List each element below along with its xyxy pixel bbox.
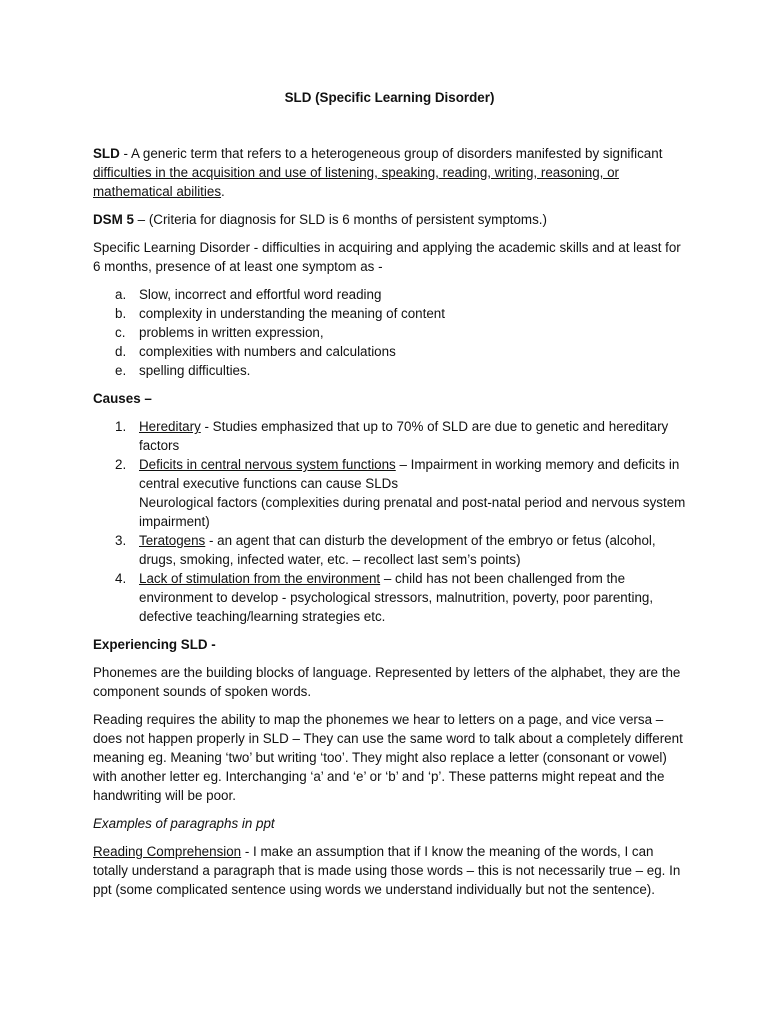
list-item	[93, 531, 688, 569]
causes-list	[93, 417, 688, 626]
page-title: SLD (Specific Learning Disorder)	[284, 90, 495, 105]
cause-text: - an agent that can disturb the development of the embryo or fetus (alcohol, drugs, smoking, infected water, etc. – recollect last sem’s points)	[139, 533, 656, 567]
sld-paragraph: Specific Learning Disorder - difficulties in acquiring and applying the academic skills and at least for 6 months, presence of at least one symptom as -	[93, 240, 681, 274]
cause-extra-text: Neurological factors (complexities during prenatal and post-natal period and nervous system impairment)	[139, 495, 686, 529]
sld-definition	[93, 144, 688, 201]
list-marker: c.	[115, 325, 126, 340]
list-item	[93, 417, 688, 455]
dsm-criteria	[93, 210, 688, 229]
reading-paragraph: Reading requires the ability to map the phonemes we hear to letters on a page, and vice versa – does not happen properly in SLD – They can use the same word to talk about a completely different meaning eg. Meaning ‘two’ but writing ‘too’. They might also replace a letter (consonant or vowel) with another letter eg. Interchanging ‘a’ and ‘e’ or ‘b’ and ‘p’. These patterns might repeat and the handwriting will be poor.	[93, 712, 683, 803]
list-marker: 1.	[115, 419, 127, 434]
list-item	[93, 323, 688, 342]
list-marker: a.	[115, 287, 127, 302]
sld-definition-text: - A generic term that refers to a heterogeneous group of disorders manifested by significant	[119, 146, 663, 161]
symptom-list	[93, 285, 688, 380]
cause-text: - Studies emphasized that up to 70% of SLD are due to genetic and hereditary factors	[139, 419, 669, 453]
list-item	[93, 569, 688, 626]
experiencing-heading	[93, 635, 688, 654]
phonemes-paragraph: Phonemes are the building blocks of language. Represented by letters of the alphabet, they are the component sounds of spoken words.	[93, 665, 681, 699]
comprehension-text: - I make an assumption that if I know the meaning of the words, I can totally understand a paragraph that is made using those words – this is not necessarily true – eg. In ppt (some complicated sentence using words we understand individually but not the sentence).	[93, 844, 681, 897]
list-item-text: Slow, incorrect and effortful word reading	[139, 287, 382, 302]
list-item-text: problems in written expression,	[139, 325, 324, 340]
dsm-text: – (Criteria for diagnosis for SLD is 6 months of persistent symptoms.)	[133, 212, 547, 227]
cause-term: Teratogens	[139, 533, 206, 548]
cause-text: – child has not been challenged from the environment to develop - psychological stressors, malnutrition, poverty, poor parenting, defective teaching/learning strategies etc.	[139, 571, 654, 624]
cause-text: – Impairment in working memory and deficits in central executive functions can cause SLDs	[139, 457, 680, 491]
list-marker: e.	[115, 363, 127, 378]
list-item-text: spelling difficulties.	[139, 363, 251, 378]
list-item-text: complexities with numbers and calculations	[139, 344, 396, 359]
experiencing-heading-text: Experiencing SLD -	[93, 637, 216, 652]
cause-term: Hereditary	[139, 419, 201, 434]
sld-definition-underlined: difficulties in the acquisition and use of listening, speaking, reading, writing, reasoning, or mathematical abilities	[93, 165, 620, 199]
causes-heading	[93, 389, 688, 408]
reading-comprehension-paragraph	[93, 842, 688, 899]
causes-heading-text: Causes –	[93, 391, 152, 406]
list-marker: d.	[115, 344, 127, 359]
list-item-text: complexity in understanding the meaning of content	[139, 306, 445, 321]
sld-definition-end: .	[221, 184, 225, 199]
sld-term: SLD	[93, 146, 120, 161]
list-marker: 2.	[115, 457, 127, 472]
cause-term: Lack of stimulation from the environment	[139, 571, 381, 586]
list-item	[93, 455, 688, 531]
list-marker: 3.	[115, 533, 127, 548]
dsm-term: DSM 5	[93, 212, 134, 227]
list-marker: 4.	[115, 571, 127, 586]
cause-term: Deficits in central nervous system functions	[139, 457, 396, 472]
list-item	[93, 304, 688, 323]
examples-note: Examples of paragraphs in ppt	[93, 816, 275, 831]
comprehension-term: Reading Comprehension	[93, 844, 242, 859]
list-item	[93, 285, 688, 304]
list-marker: b.	[115, 306, 127, 321]
list-item	[93, 342, 688, 361]
list-item	[93, 361, 688, 380]
